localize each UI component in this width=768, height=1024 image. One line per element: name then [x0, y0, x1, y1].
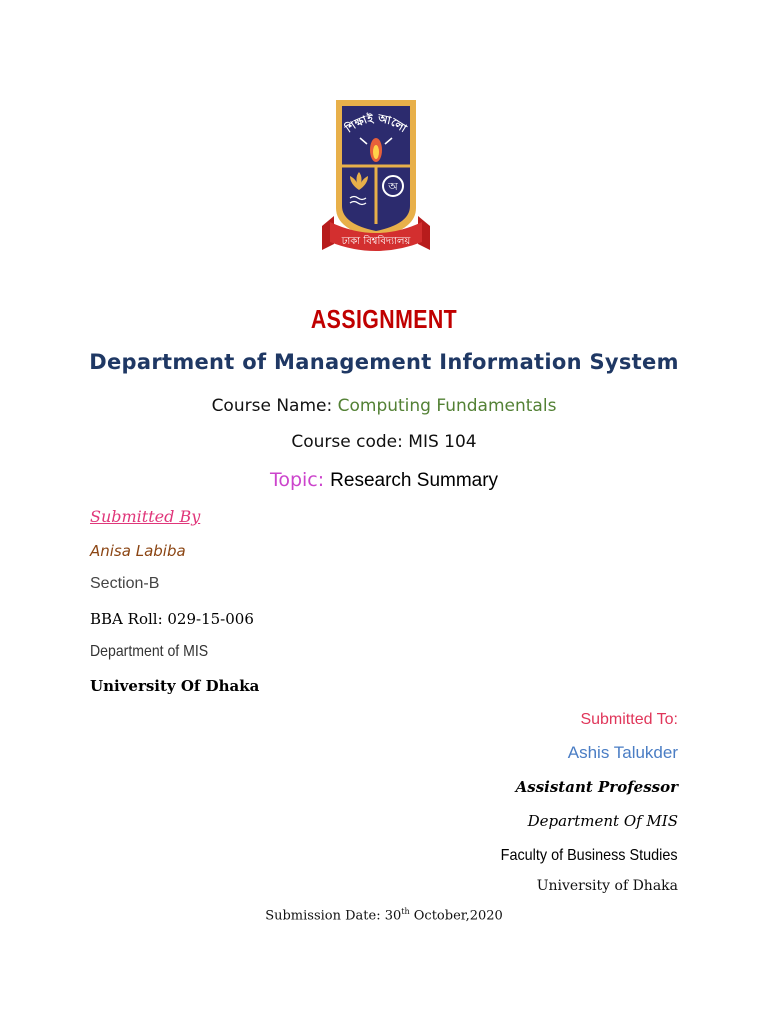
submitted-to-heading: Submitted To: [580, 711, 678, 728]
course-name-value: Computing Fundamentals [337, 396, 557, 416]
student-department: Department of MIS [90, 643, 209, 660]
topic-label: Topic: [269, 469, 331, 491]
student-name: Anisa Labiba [90, 542, 186, 560]
topic [0, 469, 768, 492]
submission-date-ordinal: th [401, 907, 410, 916]
student-section: Section-B [90, 575, 160, 592]
submission-date [0, 907, 768, 923]
submission-date-suffix: October,2020 [409, 908, 503, 924]
course-name [0, 396, 768, 416]
logo-motto: শিক্ষাই আলো [342, 111, 409, 136]
svg-text:অ: অ [388, 180, 398, 193]
logo-ribbon-text: ঢাকা বিশ্ববিদ্যালয় [341, 236, 411, 247]
university-logo [320, 98, 432, 258]
submitted-by-heading: Submitted By [90, 507, 201, 526]
submission-date-prefix: Submission Date: 30 [265, 908, 402, 924]
student-university: University Of Dhaka [90, 677, 260, 695]
course-code: Course code: MIS 104 [291, 432, 477, 452]
teacher-designation: Assistant Professor [515, 778, 678, 796]
teacher-name: Ashis Talukder [567, 743, 678, 762]
department-heading: Department of Management Information System [89, 350, 679, 374]
assignment-title: ASSIGNMENT [310, 304, 458, 334]
teacher-department: Department Of MIS [527, 812, 678, 830]
topic-value: Research Summary [330, 470, 499, 491]
teacher-faculty: Faculty of Business Studies [501, 847, 678, 864]
student-roll: BBA Roll: 029-15-006 [90, 610, 254, 628]
teacher-university: University of Dhaka [536, 878, 678, 894]
course-name-label: Course Name: [211, 396, 338, 416]
